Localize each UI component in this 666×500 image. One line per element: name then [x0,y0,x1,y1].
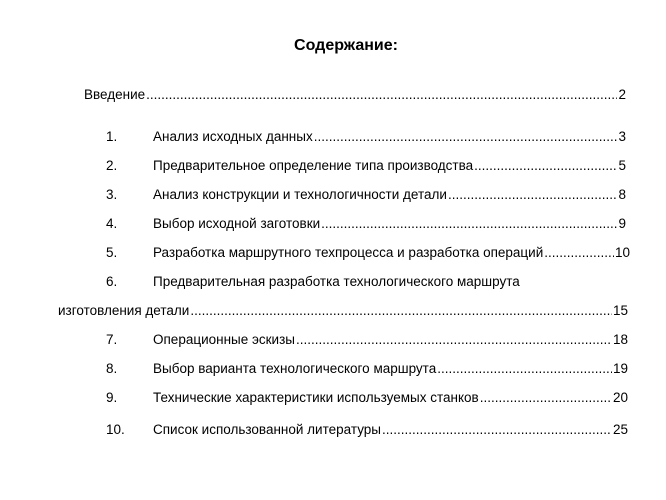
toc-entry-label: Анализ исходных данных [153,129,313,144]
toc-entry-number: 4. [106,216,118,231]
toc-entry-label: Выбор исходной заготовки [153,216,321,231]
toc-entry-label: Список использованной литературы [153,422,381,437]
toc-entry-number: 10. [106,422,125,437]
toc-entry-label: Выбор варианта технологического маршрута [153,361,437,376]
toc-entry-label: Разработка маршрутного техпроцесса и разработка операций [153,245,544,260]
toc-entry-intro [84,86,626,104]
toc-entry [153,244,630,262]
toc-entry [153,331,628,349]
toc-entry-label: Операционные эскизы [153,332,295,347]
toc-entry-number: 9. [106,390,118,405]
dot-leader [314,128,618,146]
toc-entry [153,215,626,233]
toc-entry-page: 9 [618,216,626,231]
dot-leader [296,331,612,349]
dot-leader [146,86,617,104]
toc-entry-number: 2. [106,158,118,173]
toc-entry-page: 10 [614,245,630,260]
toc-entry [153,421,628,439]
toc-entry-page: 18 [612,332,628,347]
dot-leader [480,389,612,407]
dot-leader [474,157,617,175]
toc-entry [153,128,626,146]
toc-entry-page: 3 [618,129,626,144]
dot-leader [544,244,614,262]
toc-entry-number: 6. [106,274,118,289]
toc-entry-continuation [58,302,628,320]
toc-entry-page: 8 [618,187,626,202]
toc-entry-number: 1. [106,129,118,144]
toc-entry [153,389,628,407]
toc-entry-page: 25 [612,422,628,437]
toc-entry-label: Анализ конструкции и технологичности детали [153,187,447,202]
toc-entry-number: 3. [106,187,118,202]
dot-leader [321,215,617,233]
toc-entry-label: Предварительное определение типа производства [153,158,474,173]
toc-entry [153,360,628,378]
toc-entry [153,186,626,204]
toc-entry-label-continuation: изготовления детали [58,303,190,318]
toc-entry-page: 19 [612,361,628,376]
dot-leader [382,421,612,439]
toc-entry-label: Введение [84,87,146,102]
dot-leader [448,186,618,204]
toc-entry-page: 5 [618,158,626,173]
toc-entry-number: 7. [106,332,118,347]
toc-entry [153,273,520,291]
toc-entry-label: Технические характеристики используемых станков [153,390,479,405]
toc-entry-page: 2 [618,87,626,102]
toc-title: Содержание: [294,37,398,54]
toc-entry-label: Предварительная разработка технологического маршрута [153,274,520,289]
toc-entry-page: 20 [612,390,628,405]
toc-entry-number: 5. [106,245,118,260]
toc-entry-number: 8. [106,361,118,376]
toc-entry [153,157,626,175]
dot-leader [437,360,612,378]
toc-entry-page: 15 [612,303,628,318]
dot-leader [190,302,612,320]
